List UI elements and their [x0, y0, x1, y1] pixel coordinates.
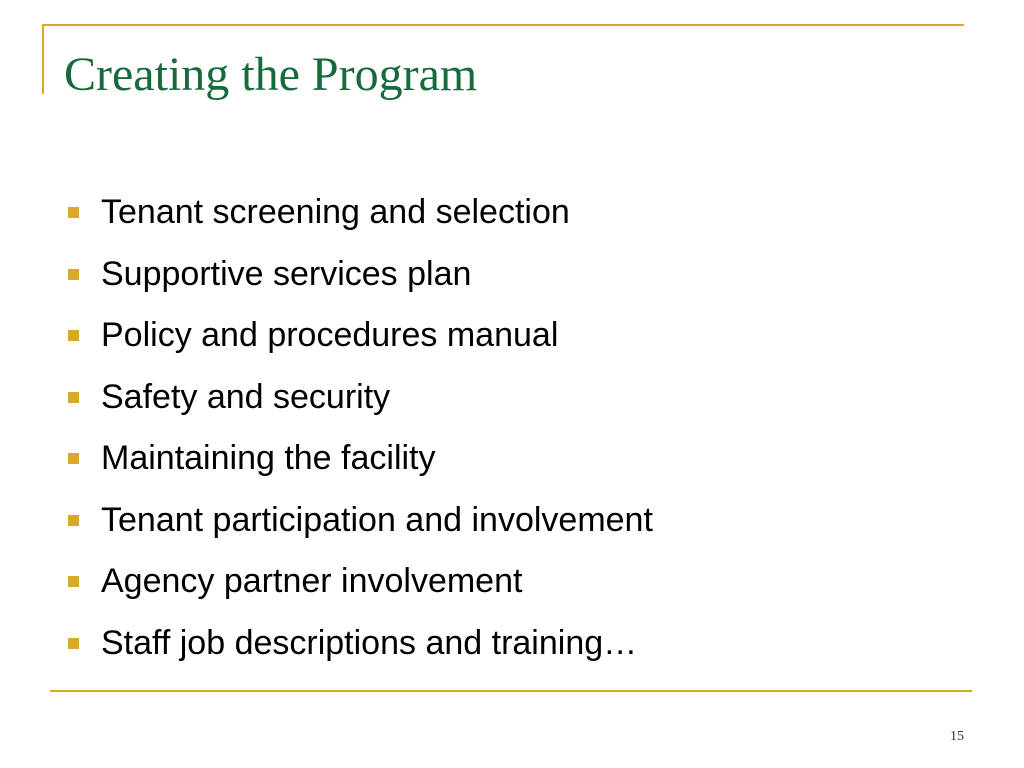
bullet-item: [68, 613, 653, 675]
bullet-text: Maintaining the facility: [101, 439, 436, 478]
bullet-text: Safety and security: [101, 377, 391, 416]
bullet-list: [68, 182, 653, 674]
slide-title: Creating the Program: [64, 48, 478, 101]
bullet-text: Tenant participation and involvement: [101, 500, 653, 539]
left-accent-line: [42, 24, 44, 94]
square-bullet-icon: [68, 453, 79, 464]
square-bullet-icon: [68, 638, 79, 649]
square-bullet-icon: [68, 515, 79, 526]
bullet-text: Supportive services plan: [101, 254, 472, 293]
bullet-text: Policy and procedures manual: [101, 316, 559, 355]
bullet-item: [68, 490, 653, 552]
square-bullet-icon: [68, 330, 79, 341]
bottom-divider-line: [50, 690, 972, 692]
square-bullet-icon: [68, 207, 79, 218]
bullet-text: Staff job descriptions and training…: [101, 623, 638, 662]
page-number: 15: [950, 729, 964, 744]
top-divider-line: [42, 24, 964, 26]
bullet-text: Agency partner involvement: [101, 562, 523, 601]
bullet-item: [68, 182, 653, 244]
square-bullet-icon: [68, 392, 79, 403]
bullet-item: [68, 367, 653, 429]
bullet-text: Tenant screening and selection: [101, 193, 570, 232]
square-bullet-icon: [68, 269, 79, 280]
bullet-item: [68, 244, 653, 306]
bullet-item: [68, 551, 653, 613]
bullet-item: [68, 428, 653, 490]
square-bullet-icon: [68, 576, 79, 587]
bullet-item: [68, 305, 653, 367]
